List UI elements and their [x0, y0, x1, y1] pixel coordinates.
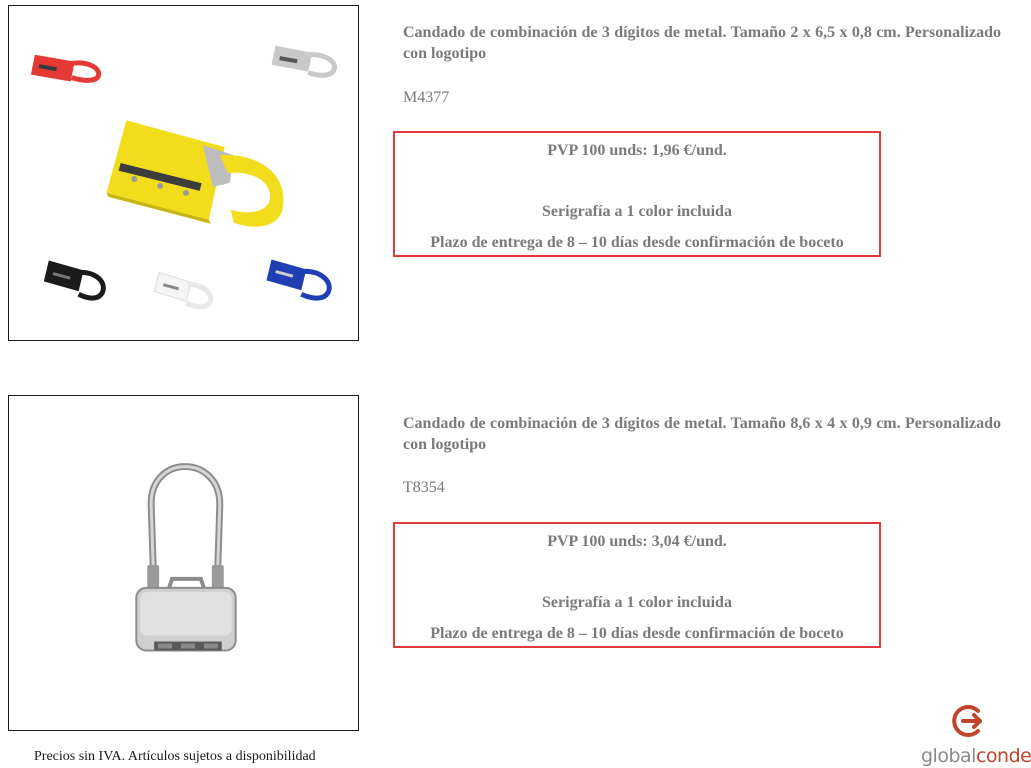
price-info-box — [393, 131, 881, 257]
printing-info: Serigrafía a 1 color incluida — [542, 594, 732, 611]
white-padlock-icon — [154, 272, 211, 306]
product-code: T8354 — [403, 479, 445, 496]
delivery-info: Plazo de entrega de 8 – 10 días desde confirmación de boceto — [430, 234, 844, 251]
black-padlock-icon — [44, 260, 104, 298]
brand-logo — [918, 701, 1031, 768]
brand-name-light: global — [921, 745, 976, 767]
printing-info: Serigrafía a 1 color incluida — [542, 203, 732, 220]
globalconde-logo-icon — [951, 703, 987, 739]
price-info-box — [393, 522, 881, 648]
price-line: PVP 100 unds: 3,04 €/und. — [547, 533, 727, 550]
product-description: Candado de combinación de 3 dígitos de metal. Tamaño 2 x 6,5 x 0,8 cm. Personalizado con logotipo — [403, 24, 1001, 62]
red-padlock-icon — [31, 55, 99, 82]
brand-name-strong: conde — [975, 745, 1031, 767]
padlock-color-variants-illustration — [9, 6, 358, 340]
product-image-t8354 — [8, 395, 359, 731]
cable-padlock-icon — [136, 467, 235, 651]
footer-disclaimer: Precios sin IVA. Artículos sujetos a disponibilidad — [34, 749, 316, 764]
product-description: Candado de combinación de 3 dígitos de metal. Tamaño 8,6 x 4 x 0,9 cm. Personalizado con logotipo — [403, 415, 1001, 453]
silver-padlock-icon — [271, 46, 334, 76]
brand-wordmark — [921, 745, 1031, 767]
product-image-m4377 — [8, 5, 359, 341]
cable-padlock-illustration — [9, 396, 358, 730]
blue-padlock-icon — [267, 259, 330, 298]
delivery-info: Plazo de entrega de 8 – 10 días desde confirmación de boceto — [430, 625, 844, 642]
product-code: M4377 — [403, 89, 450, 106]
yellow-padlock-icon — [106, 120, 283, 226]
price-line: PVP 100 unds: 1,96 €/und. — [547, 142, 727, 159]
